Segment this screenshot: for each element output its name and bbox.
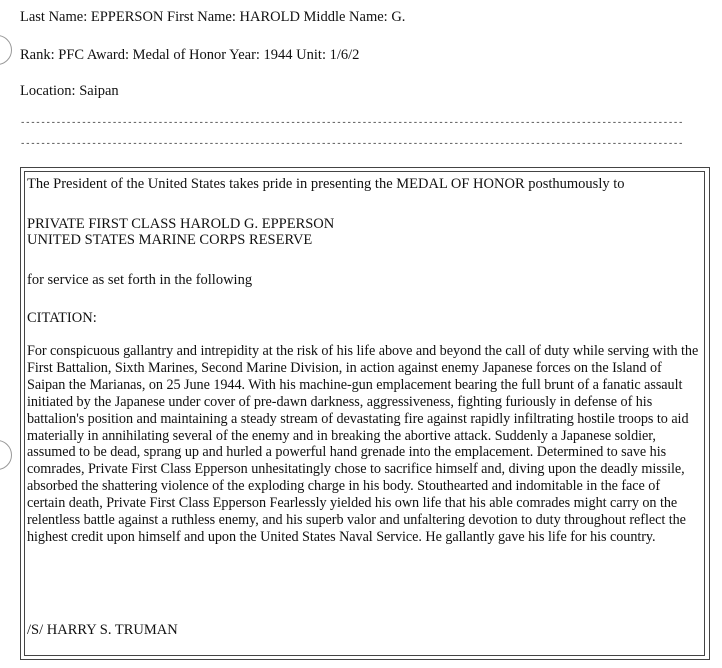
- punch-hole-mark: [0, 440, 12, 470]
- separator-line: ----------------------------------------------------------------------------------------------------------------------------------: [20, 118, 684, 128]
- rank-award-line: Rank: PFC Award: Medal of Honor Year: 1944 Unit: 1/6/2: [20, 47, 360, 63]
- recipient-unit: UNITED STATES MARINE CORPS RESERVE: [27, 232, 313, 248]
- name-line: Last Name: EPPERSON First Name: HAROLD Middle Name: G.: [20, 9, 406, 25]
- recipient-block: [27, 216, 701, 248]
- citation-heading: CITATION:: [27, 310, 97, 326]
- punch-hole-mark: [0, 35, 12, 65]
- citation-text: For conspicuous gallantry and intrepidity at the risk of his life above and beyond the call of duty while serving with the First Battalion, Sixth Marines, Second Marine Division, in action against enemy Japanese forces on the Island of Saipan the Marianas, on 25 June 1944. With his machine-gun emplacement bearing the full brunt of a fanatic assault initiated by the Japanese under cover of pre-dawn darkness, aggressiveness, fighting furiously in defense of his battalion's position and maintaining a steady stream of devastating fire against rapidly infiltrating hostile troops to aid materially in annihilating several of the enemy and in breaking the abortive attack. Suddenly a Japanese soldier, assumed to be dead, sprang up and hurled a powerful hand grenade into the emplacement. Determined to save his comrades, Private First Class Epperson unhesitatingly chose to sacrifice himself and, diving upon the deadly missile, absorbed the shattering violence of the exploding charge in his body. Stouthearted and indomitable in the face of certain death, Private First Class Epperson Fearlessly yielded his own life that his able comrades might carry on the relentless battle against a ruthless enemy, and his superb valor and unfaltering devotion to duty throughout reflect the highest credit upon himself and upon the United States Naval Service. He gallantly gave his life for his country.: [27, 343, 699, 545]
- location-line: Location: Saipan: [20, 83, 119, 99]
- service-line: for service as set forth in the following: [27, 272, 253, 288]
- recipient-name: PRIVATE FIRST CLASS HAROLD G. EPPERSON: [27, 216, 335, 232]
- signature-line: /S/ HARRY S. TRUMAN: [27, 622, 178, 638]
- separator-line: ----------------------------------------------------------------------------------------------------------------------------------: [20, 139, 684, 149]
- presentation-statement: The President of the United States takes pride in presenting the MEDAL OF HONOR posthumously to: [27, 176, 625, 192]
